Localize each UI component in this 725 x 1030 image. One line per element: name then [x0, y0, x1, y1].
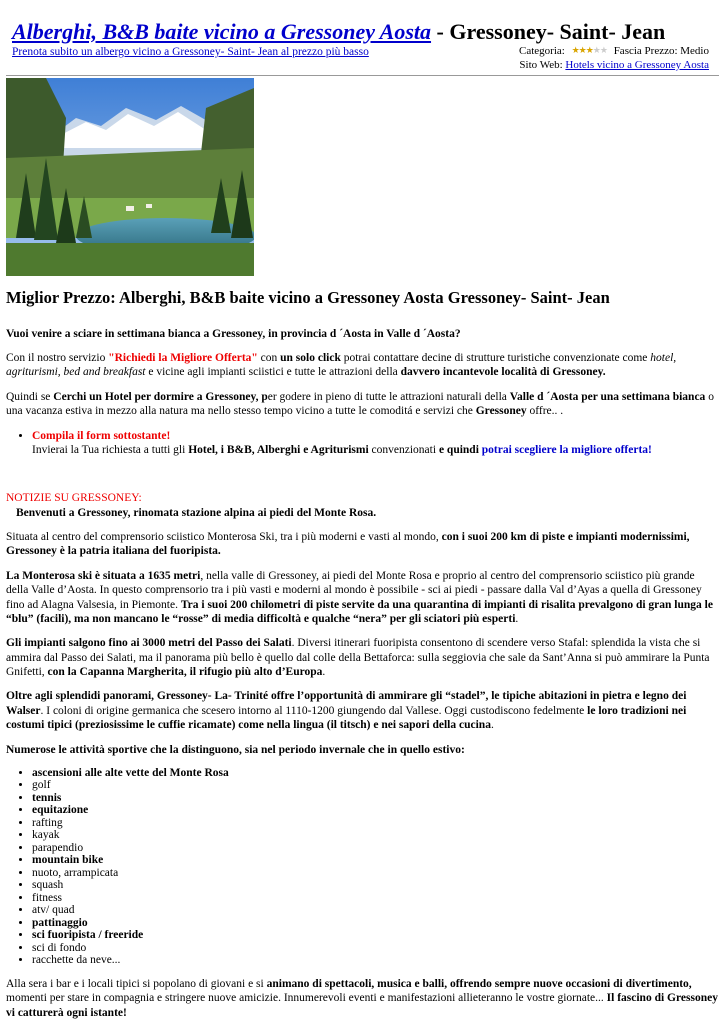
- list-item: • atv/ quad: [32, 904, 719, 917]
- landscape-photo: [6, 78, 254, 276]
- sito-web-label: Sito Web:: [519, 58, 563, 71]
- cta-item: • Compila il form sottostante! Invierai la Tua richiesta a tutti gli Hotel, i B&B, Alberghi e Agriturismi convenzionati e quindi potrai scegliere la migliore offerta!: [32, 429, 719, 458]
- main-heading: Miglior Prezzo: Alberghi, B&B baite vicino a Gressoney Aosta Gressoney- Saint- Jean: [6, 288, 610, 307]
- form-link[interactable]: Compila il form sottostante!: [32, 429, 171, 442]
- meta-info: [519, 45, 709, 73]
- list-item: • racchette da neve...: [32, 954, 719, 967]
- list-item: • pattinaggio: [32, 917, 719, 930]
- sports-list: [6, 767, 719, 967]
- list-item: • mountain bike: [32, 854, 719, 867]
- categoria-label: Categoria:: [519, 45, 565, 57]
- list-item: • equitazione: [32, 804, 719, 817]
- news-paragraph-2: La Monterosa ski è situata a 1635 metri, nella valle di Gressoney, ai piedi del Monte Rosa e proprio al centro del comprensorio sciistico più grande della Valle d’Aosta. In questo comprensorio tra i più vasti e moderni al mondo è possibile - sci ai piedi - passare dalla Val d’Ayas a quella di Gressoney fino ad Alagna Valsesia, in Piemonte. Tra i suoi 200 chilometri di piste servite da una quarantina di impianti di risalita prevalgono di gran lunga le “blu” (facili), ma non mancano le “rosse” di media difficoltà e qualche “nera” per gli sciatori più esperti.: [6, 569, 713, 625]
- title-link[interactable]: Alberghi, B&B baite vicino a Gressoney Aosta: [12, 19, 432, 44]
- intro-question: Vuoi venire a sciare in settimana bianca a Gressoney, in provincia d ´Aosta in Valle d ´Aosta?: [6, 327, 461, 340]
- list-item: • golf: [32, 779, 719, 792]
- header: [6, 0, 719, 70]
- list-item: • sci fuoripista / freeride: [32, 929, 719, 942]
- rating-stars-icon: ★★★★★: [571, 45, 607, 55]
- page-title: [12, 18, 665, 46]
- cta-list: [6, 429, 719, 458]
- intro-paragraph: Con il nostro servizio "Richiedi la Migliore Offerta" con un solo click potrai contattare decine di strutture turistiche convenzionate come hotel, agriturismi, bed and breakfast e vicine agli impianti sciistici e tutte le attrazioni della davvero incantevole località di Gressoney.: [6, 352, 677, 379]
- news-title: NOTIZIE SU GRESSONEY:: [6, 492, 142, 505]
- title-rest: - Gressoney- Saint- Jean: [431, 19, 666, 44]
- news-paragraph-4: Oltre agli splendidi panorami, Gressoney- La- Trinité offre l’opportunità di ammirare gli “stadel”, le tipiche abitazioni in pietra e legno dei Walser. I coloni di origine germanica che scesero intorno al 1110-1200 giungendo dal Vallese. Oggi custodiscono fedelmente le loro tradizioni nei costumi tipici (preziosissime le cuffie ricamate) come nella lingua (il titsch) e nei sapori della cucina.: [6, 690, 687, 732]
- list-item: • rafting: [32, 817, 719, 830]
- hotel-paragraph: Quindi se Cerchi un Hotel per dormire a Gressoney, per godere in pieno di tutte le attrazioni naturali della Valle d ´Aosta per una settimana bianca o una vacanza estiva in mezzo alla natura ma nello stesso tempo vicino a tutte le comoditá e servizi che Gressoney offre.. .: [6, 390, 714, 418]
- list-item: • parapendio: [32, 842, 719, 855]
- list-item: • nuoto, arrampicata: [32, 867, 719, 880]
- list-item: • fitness: [32, 892, 719, 905]
- main-content: [6, 288, 719, 1030]
- list-item: • tennis: [32, 792, 719, 805]
- list-item: • ascensioni alle alte vette del Monte Rosa: [32, 767, 719, 780]
- list-item: • sci di fondo: [32, 942, 719, 955]
- news-paragraph-3: Gli impianti salgono fino ai 3000 metri del Passo dei Salati. Diversi itinerari fuoripista consentono di scendere verso Stafal: splendida la vista che si ammira dal Passo dei Salati, ma il panorama più bello è quello dal colle della Bettaforca: sulla seggiovia che sale da Sant’Anna si può ammirare la Punta Gnifetti, con la Capanna Margherita, il rifugio più alto d’Europa.: [6, 637, 710, 678]
- header-divider: [6, 75, 719, 76]
- subtitle-link[interactable]: Prenota subito un albergo vicino a Gressoney- Saint- Jean al prezzo più basso: [12, 46, 369, 58]
- news-subtitle: Benvenuti a Gressoney, rinomata stazione alpina ai piedi del Monte Rosa.: [16, 506, 377, 519]
- list-item: • kayak: [32, 829, 719, 842]
- news-paragraph-6: Alla sera i bar e i locali tipici si popolano di giovani e si animano di spettacoli, musica e balli, offrendo sempre nuove occasioni di divertimento, momenti per stare in compagnia e stringere nuove amicizie. Innumerevoli eventi e manifestazioni allieteranno le vostre giornate... Il fascino di Gressoney vi catturerà ogni istante!: [6, 977, 718, 1019]
- fascia-prezzo: Fascia Prezzo: Medio: [613, 45, 709, 57]
- sito-web-link[interactable]: Hotels vicino a Gressoney Aosta: [565, 58, 709, 71]
- list-item: • squash: [32, 879, 719, 892]
- sports-intro: Numerose le attività sportive che la distinguono, sia nel periodo invernale che in quello estivo:: [6, 743, 465, 756]
- news-paragraph-1: Situata al centro del comprensorio sciistico Monterosa Ski, tra i più moderni e vasti al mondo, con i suoi 200 km di piste e impianti modernissimi, Gressoney è la patria italiana del fuoripista.: [6, 531, 690, 558]
